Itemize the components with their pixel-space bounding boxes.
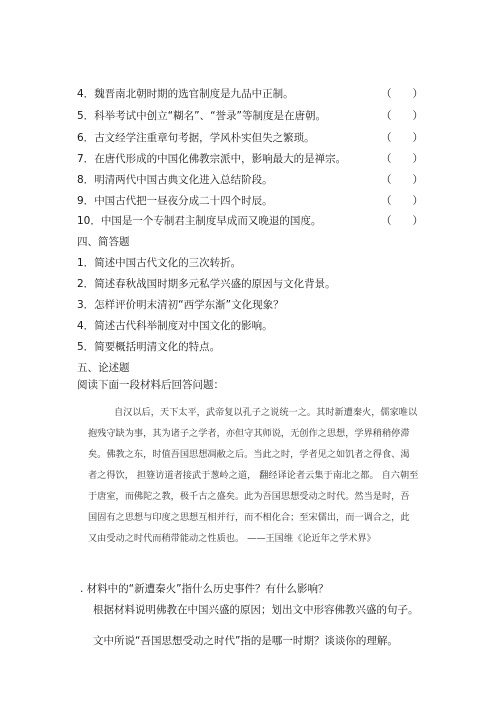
item-text: 简述中国古代文化的三次转折。 <box>94 257 242 269</box>
item-text: 明清两代中国古典文化进入总结阶段。 <box>94 174 273 186</box>
passage-line: 又由受动之时代而稍带能动之性质也。 ——王国维《论近年之学术界》 <box>88 533 376 544</box>
answer-paren: （ ） <box>381 195 423 207</box>
item-text: 简述古代科举制度对中国文化的影响。 <box>94 320 273 332</box>
item-number: 8． <box>77 174 95 186</box>
short-answer-item-2 <box>77 274 336 294</box>
item-number: 5． <box>77 110 95 122</box>
item-number: 6． <box>77 132 95 144</box>
item-number: 3． <box>77 299 95 311</box>
answer-paren: （ ） <box>381 132 423 144</box>
passage-line: 自汉以后，天下太平，武帝复以孔子之说统一之。其时新遭秦火，儒家唯以 <box>114 407 418 418</box>
item-number: 1． <box>77 257 95 269</box>
item-number: 2． <box>77 278 95 290</box>
tf-item-6 <box>77 128 427 148</box>
item-text: 科举考试中创立“糊名”、“誉录”等制度是在唐朝。 <box>94 110 326 122</box>
essay-question-3: 文中所说“吾国思想受动之时代”指的是哪一时期？谈谈你的理解。 <box>93 635 398 647</box>
item-text: 在唐代形成的中国化佛教宗派中，影响最大的是禅宗。 <box>94 153 347 165</box>
answer-paren: （ ） <box>381 215 423 227</box>
item-text: 古文经学注重章句考据，学风朴实但失之繁琐。 <box>94 132 315 144</box>
tf-item-5 <box>77 106 427 126</box>
essay-instruction: 阅读下面一段材料后回答问题： <box>77 379 224 391</box>
item-number: 7． <box>77 153 95 165</box>
passage-line: 国固有之思想与印度之思想互相并行，而不相化合；至宋儒出，而一调合之，此 <box>88 512 410 523</box>
short-answer-item-1 <box>77 253 241 273</box>
item-number: 4． <box>77 320 95 332</box>
passage-line: 于唐室，而佛陀之教，极千古之盛矣。此为吾国思想受动之时代。然当是时，吾 <box>88 491 410 502</box>
item-text: 魏晋南北朝时期的选官制度是九品中正制。 <box>94 88 294 100</box>
answer-paren: （ ） <box>381 153 423 165</box>
item-text: 中国古代把一昼夜分成二十四个时辰。 <box>94 195 273 207</box>
passage-line: 抱残守缺为事，其为诸子之学者，亦但守其师说，无创作之思想，学界稍稍停滞 <box>88 428 410 439</box>
section-heading-short-answer: 四、简答题 <box>77 236 130 248</box>
answer-paren: （ ） <box>381 174 423 186</box>
short-answer-item-5 <box>77 337 220 357</box>
item-text: 简要概括明清文化的特点。 <box>94 341 221 353</box>
item-number: 5． <box>77 341 95 353</box>
reading-passage <box>88 402 430 549</box>
tf-item-7 <box>77 149 427 169</box>
essay-question-1: . 材料中的“新遭秦火”指什么历史事件？有什么影响？ <box>80 583 329 595</box>
item-text: 怎样评价明末清初“西学东渐”文化现象？ <box>94 299 284 311</box>
answer-paren: （ ） <box>381 110 423 122</box>
essay-question-2: 根据材料说明佛教在中国兴盛的原因；划出文中形容佛教兴盛的句子。 <box>93 604 419 616</box>
short-answer-item-3 <box>77 295 284 315</box>
item-text: 中国是一个专制君主制度早成而又晚退的国度。 <box>100 215 322 227</box>
item-number: 10． <box>77 215 101 227</box>
tf-item-8 <box>77 170 427 190</box>
tf-item-10 <box>77 211 427 231</box>
passage-line: 者之得饮， 担簦访道者接武于葱岭之道， 翻经译论者云集于南北之都。 自六朝至 <box>88 470 419 481</box>
tf-item-9 <box>77 191 427 211</box>
section-heading-essay: 五、论述题 <box>77 362 130 374</box>
item-text: 简述春秋战国时期多元私学兴盛的原因与文化背景。 <box>94 278 336 290</box>
item-number: 9． <box>77 195 95 207</box>
item-number: 4． <box>77 88 95 100</box>
passage-line: 矣。佛教之东，时值吾国思想凋敝之后。当此之时，学者见之如饥者之得食、渴 <box>88 449 410 460</box>
short-answer-item-4 <box>77 316 273 336</box>
tf-item-4 <box>77 84 427 104</box>
answer-paren: （ ） <box>381 88 423 100</box>
